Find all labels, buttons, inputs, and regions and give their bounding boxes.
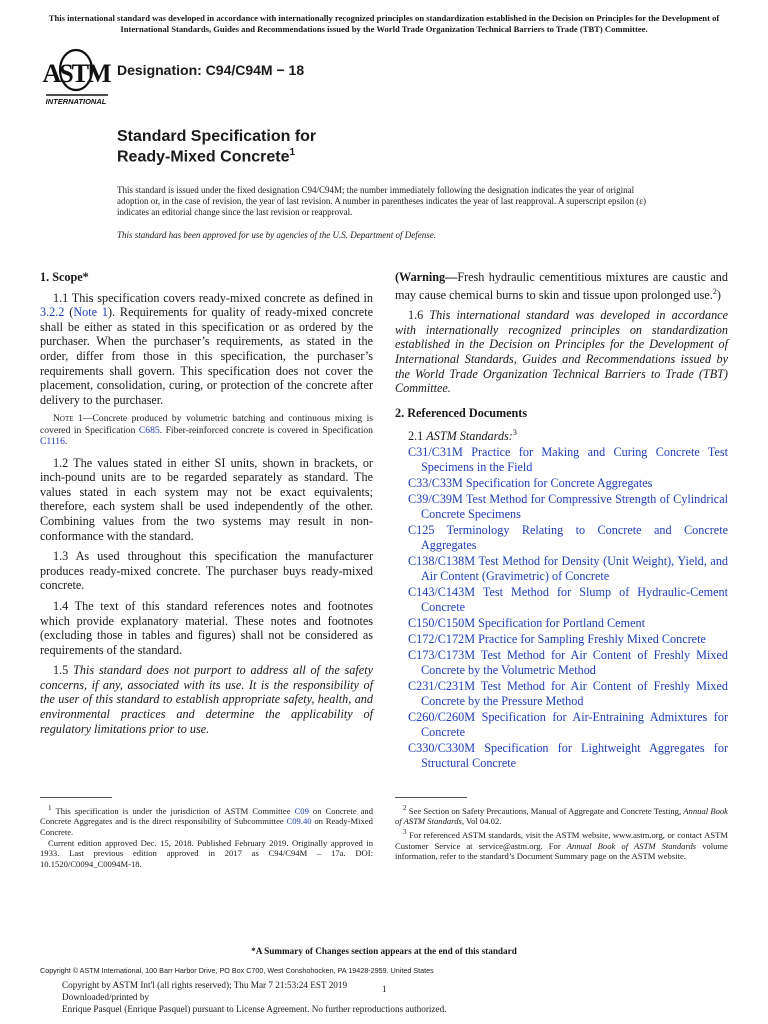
- referenced-item-code-link[interactable]: C31/C31M: [408, 445, 463, 460]
- referenced-item-title[interactable]: Test Method for Air Content of Freshly Mixed Concrete by the Pressure Method: [421, 679, 728, 709]
- referenced-item-title[interactable]: Terminology Relating to Concrete and Concrete Aggregates: [421, 523, 728, 553]
- referenced-item-code-link[interactable]: C173/C173M: [408, 648, 476, 663]
- title-footnote-mark: 1: [289, 147, 296, 158]
- scope-para-1-4: 1.4 The text of this standard references notes and footnotes which provide explanatory material. These notes and footnotes (excluding those in tables and figures) shall not be considered as requirements of the standard.: [40, 598, 373, 657]
- standard-abstract: This standard is issued under the fixed designation C94/C94M; the number immediately following the designation indicates the year of original adoption or, in the case of revision, the year of last revision. A number in parentheses indicates the year of last reapproval. A superscript epsilon (ε) indicates an editorial change since the last revision or reapproval.: [117, 185, 647, 218]
- svg-text:INTERNATIONAL: INTERNATIONAL: [45, 97, 107, 106]
- referenced-item-code-link[interactable]: C330/C330M: [408, 741, 476, 756]
- footnote-rule-right: [395, 797, 467, 798]
- right-column: [395, 270, 728, 772]
- referenced-item: [395, 476, 728, 491]
- referenced-item: [395, 492, 728, 522]
- copyright-line: Copyright © ASTM International, 100 Barr Harbor Drive, PO Box C700, West Conshohocken, PA 19428-2959. United States: [40, 966, 434, 975]
- scope-para-1-2: 1.2 The values stated in either SI units, shown in brackets, or inch-pound units are to be regarded separately as standard. The values stated in each system may not be exact equivalents; therefore, each system shall be used independently of the other. Combining values from the two systems may result in non-conformance with the standard.: [40, 455, 373, 543]
- referenced-item-code-link[interactable]: C125: [408, 523, 435, 538]
- link-3-2-2[interactable]: 3.2.2: [40, 305, 65, 320]
- footnote-rule-left: [40, 797, 112, 798]
- referenced-item: [395, 616, 728, 631]
- page-number: 1: [382, 984, 387, 994]
- astm-standards-subheading: 2.1 ASTM Standards:$^3$: [408, 428, 517, 444]
- referenced-item: [395, 445, 728, 475]
- referenced-list: [395, 445, 728, 771]
- astm-logo-icon: [42, 47, 112, 109]
- footnote-1: $^1$ This specification is under the jurisdiction of ASTM Committee C09 on Concrete and Concrete Aggregates and is the direct responsibility of Subcommittee C09.40 on Ready-Mixed Concrete.: [40, 804, 373, 838]
- referenced-item-code-link[interactable]: C143/C143M: [408, 585, 476, 600]
- link-note-1[interactable]: Note 1: [73, 305, 108, 320]
- referenced-heading: 2. Referenced Documents: [395, 405, 528, 420]
- referenced-item-code-link[interactable]: C33/C33M: [408, 476, 463, 491]
- designation: Designation: C94/C94M − 18: [117, 62, 305, 78]
- referenced-item-code-link[interactable]: C172/C172M: [408, 632, 476, 647]
- referenced-item-code-link[interactable]: C39/C39M: [408, 492, 463, 507]
- referenced-item: [395, 710, 728, 740]
- left-column: [40, 270, 373, 742]
- link-c1116[interactable]: C1116: [40, 436, 65, 448]
- download-line-3: Enrique Pasquel (Enrique Pasquel) pursuant to License Agreement. No further reproductions authorized.: [62, 1004, 447, 1014]
- scope-para-1-5: 1.5 This standard does not purport to address all of the safety concerns, if any, associated with its use. It is the responsibility of the user of this standard to establish appropriate safety, health, and environmental practices and determine the applicability of regulatory limitations prior to use.: [40, 663, 373, 736]
- scope-heading: 1. Scope*: [40, 270, 89, 284]
- referenced-item-title[interactable]: Test Method for Air Content of Freshly Mixed Concrete by the Volumetric Method: [421, 648, 728, 678]
- link-c685[interactable]: C685: [138, 424, 160, 436]
- referenced-item: [395, 554, 728, 584]
- footnotes-left: [40, 803, 373, 869]
- download-line-1: Copyright by ASTM Int'l (all rights reserved); Thu Mar 7 21:53:24 EST 2019: [62, 980, 348, 990]
- title-text: Ready-Mixed Concrete: [117, 148, 290, 166]
- referenced-item-code-link[interactable]: C260/C260M: [408, 710, 476, 725]
- note-1: Note 1—Concrete produced by volumetric batching and continuous mixing is covered in Specification C685. Fiber-reinforced concrete is covered in Specification C1116.: [40, 413, 373, 448]
- scope-para-1-6: 1.6 This international standard was developed in accordance with internationally recognized principles on standardization established in the Decision on Principles for the Development of International Standards, Guides and Recommendations issued by the World Trade Organization Technical Barriers to Trade (TBT) Committee.: [395, 308, 728, 396]
- referenced-item-title[interactable]: Test Method for Density (Unit Weight), Yield, and Air Content (Gravimetric) of Concrete: [421, 554, 729, 584]
- referenced-item-code-link[interactable]: C138/C138M: [408, 554, 476, 569]
- referenced-item-title[interactable]: Test Method for Compressive Strength of Cylindrical Concrete Specimens: [421, 492, 728, 522]
- title-line-2: [117, 147, 295, 166]
- footnote-3: $^3$ For referenced ASTM standards, visit the ASTM website, www.astm.org, or contact ASTM Customer Service at service@astm.org. For Annual Book of ASTM Standards volume information, refer to the standard’s Document Summary page on the ASTM website.: [395, 828, 728, 862]
- referenced-item: [395, 741, 728, 771]
- referenced-item: [395, 679, 728, 709]
- referenced-item-title[interactable]: Practice for Sampling Freshly Mixed Concrete: [478, 632, 706, 647]
- referenced-item-title[interactable]: Specification for Concrete Aggregates: [465, 476, 653, 491]
- referenced-item-title[interactable]: Specification for Air-Entraining Admixtures for Concrete: [421, 710, 729, 740]
- link-c09-40[interactable]: C09.40: [286, 816, 312, 827]
- download-line-2: Downloaded/printed by: [62, 992, 150, 1002]
- svg-text:ASTM: ASTM: [42, 59, 110, 88]
- scope-para-1-1: 1.1 This specification covers ready-mixed concrete as defined in 3.2.2 (Note 1). Requirements for quality of ready-mixed concrete shall be either as stated in this specification or as ordered by the purchaser. When the purchaser’s requirements, as stated in the order, differ from those in this specification, the purchaser’s requirements shall govern. This specification does not cover the placement, consolidation, curing, or protection of the concrete after delivery to the purchaser.: [40, 290, 374, 407]
- referenced-item-title[interactable]: Practice for Making and Curing Concrete Test Specimens in the Field: [421, 445, 728, 475]
- referenced-item-title[interactable]: Specification for Portland Cement: [478, 616, 645, 631]
- referenced-item-code-link[interactable]: C150/C150M: [408, 616, 476, 631]
- title-line-1: Standard Specification for: [117, 128, 317, 145]
- summary-of-changes-note: *A Summary of Changes section appears at the end of this standard: [251, 946, 517, 956]
- link-c09[interactable]: C09: [294, 805, 309, 816]
- footnotes-right: [395, 803, 728, 862]
- warning-paragraph: (Warning—Fresh hydraulic cementitious mixtures are caustic and may cause chemical burns to skin and tissue upon prolonged use.$^2$): [395, 270, 728, 302]
- footnote-1-edition: Current edition approved Dec. 15, 2018. Published February 2019. Originally approved in 1933. Last previous edition approved in 2017 as C94/C94M – 17a. DOI: 10.1520/C0094_C0094M-18.: [40, 837, 373, 869]
- referenced-item-title[interactable]: Test Method for Slump of Hydraulic-Cement Concrete: [421, 585, 729, 615]
- top-notice: This international standard was developed in accordance with internationally recognized principles on standardization established in the Decision on Principles for the Development of International Standards, Guides and Recommendations issued by the World Trade Organization Technical Barriers to Trade (TBT) Committee.: [48, 13, 720, 34]
- referenced-item: [395, 648, 728, 678]
- footnote-2: $^2$ See Section on Safety Precautions, Manual of Aggregate and Concrete Testing, Annual Book of ASTM Standards, Vol 04.02.: [395, 804, 728, 827]
- scope-para-1-3: 1.3 As used throughout this specification the manufacturer produces ready-mixed concrete. The purchaser buys ready-mixed concrete.: [40, 549, 373, 593]
- referenced-item: [395, 585, 728, 615]
- referenced-item: [395, 523, 728, 553]
- referenced-item: [395, 632, 728, 647]
- referenced-item-code-link[interactable]: C231/C231M: [408, 679, 476, 694]
- dod-approval: This standard has been approved for use by agencies of the U.S. Department of Defense.: [117, 230, 437, 240]
- referenced-item-title[interactable]: Specification for Lightweight Aggregates for Structural Concrete: [421, 741, 729, 771]
- download-info: [62, 979, 446, 1015]
